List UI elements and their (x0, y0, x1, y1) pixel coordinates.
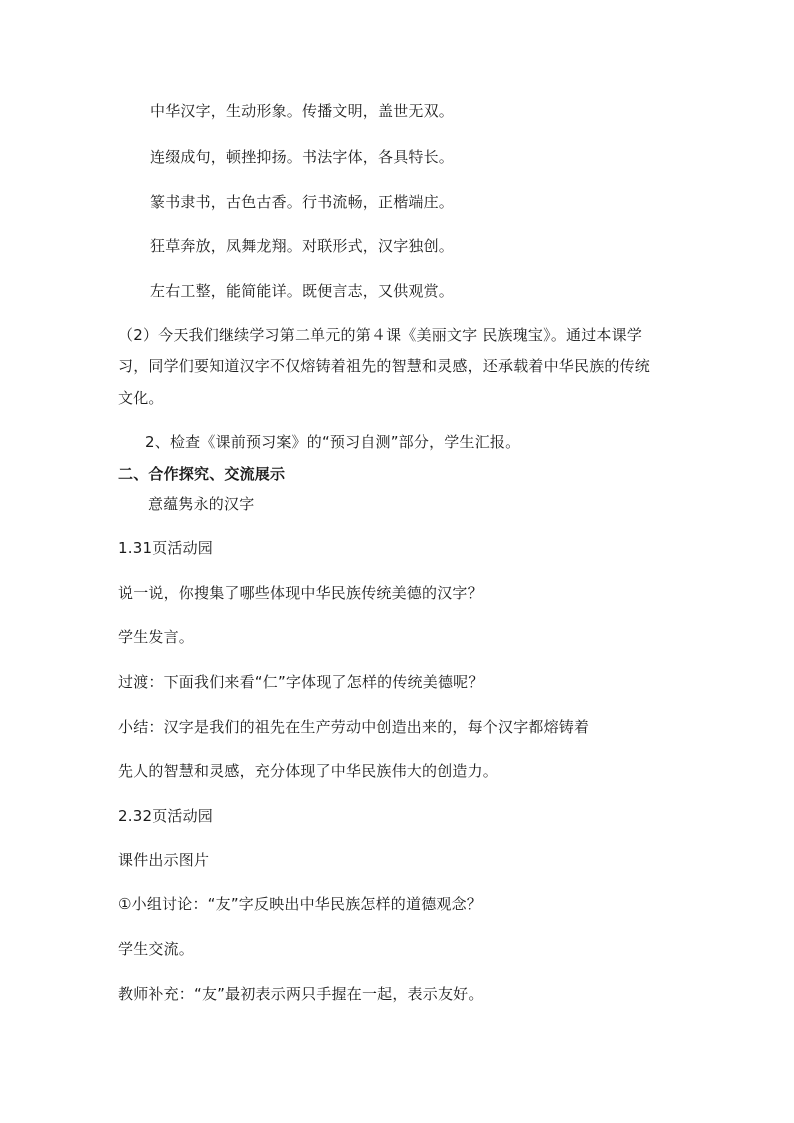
intro-paragraph-line: （2）今天我们继续学习第二单元的第４课《美丽文字 民族瑰宝》。通过本课学 (118, 326, 643, 344)
section-heading: 二、合作探究、交流展示 (118, 465, 286, 483)
poem-line: 连缀成句，顿挫抑扬。书法字体，各具特长。 (150, 148, 455, 166)
summary-line: 小结：汉字是我们的祖先在生产劳动中创造出来的，每个汉字都熔铸着 (118, 718, 590, 736)
question-line: 说一说，你搜集了哪些体现中华民族传统美德的汉字？ (118, 584, 483, 602)
student-exchange-line: 学生交流。 (118, 940, 195, 958)
poem-line: 左右工整，能简能详。既便言志，又供观赏。 (150, 282, 455, 300)
courseware-line: 课件出示图片 (118, 851, 210, 869)
check-item: 2、检查《课前预习案》的“预习自测”部分，学生汇报。 (145, 433, 521, 451)
summary-line: 先人的智慧和灵感，充分体现了中华民族伟大的创造力。 (118, 762, 499, 780)
teacher-supplement-line: 教师补充：“友”最初表示两只手握在一起，表示友好。 (118, 985, 484, 1003)
activity-title: 2.32页活动园 (118, 807, 213, 825)
transition-line: 过渡：下面我们来看“仁”字体现了怎样的传统美德呢？ (118, 673, 484, 691)
intro-paragraph-line: 文化。 (118, 389, 164, 407)
intro-paragraph-line: 习，同学们要知道汉字不仅熔铸着祖先的智慧和灵感，还承载着中华民族的传统 (118, 357, 651, 375)
poem-line: 中华汉字，生动形象。传播文明，盖世无双。 (150, 102, 455, 120)
poem-line: 狂草奔放，凤舞龙翔。对联形式，汉字独创。 (150, 237, 455, 255)
response-line: 学生发言。 (118, 628, 195, 646)
poem-line: 篆书隶书，古色古香。行书流畅，正楷端庄。 (150, 193, 455, 211)
discussion-line: ①小组讨论：“友”字反映出中华民族怎样的道德观念？ (118, 895, 482, 913)
subheading: 意蕴隽永的汉字 (148, 495, 255, 513)
activity-title: 1.31页活动园 (118, 539, 213, 557)
